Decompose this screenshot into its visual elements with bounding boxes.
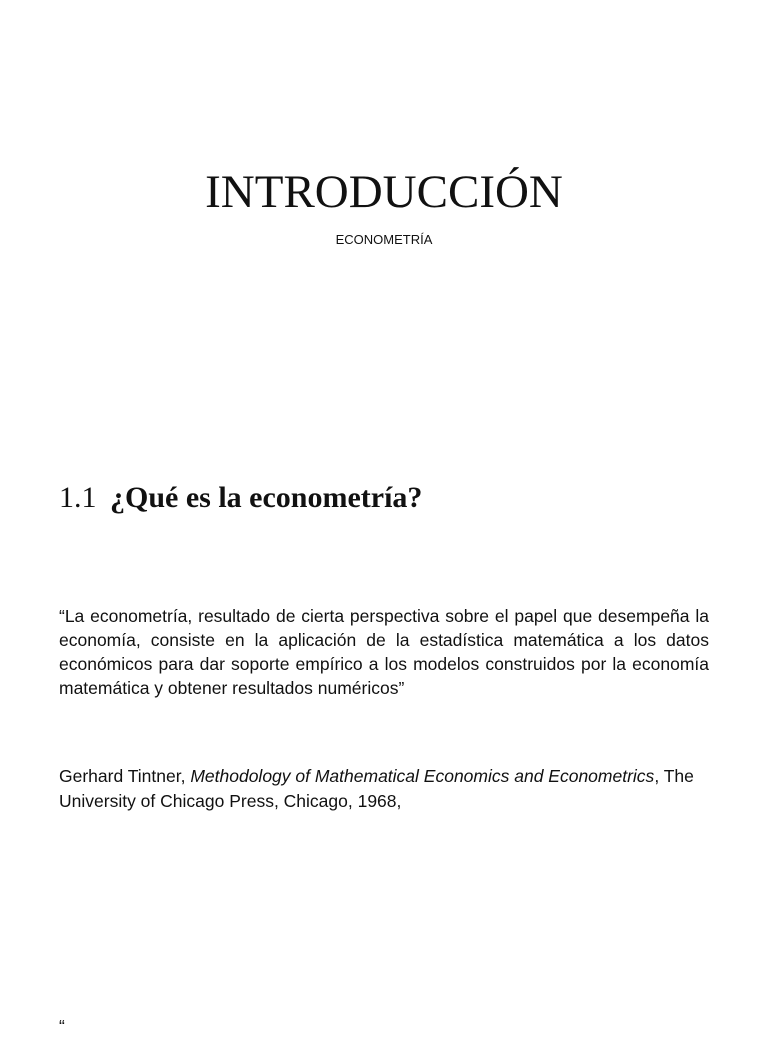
next-quote-fragment: “ <box>59 1016 65 1036</box>
citation-author: Gerhard Tintner, <box>59 765 191 786</box>
quote-paragraph: “La econometría, resultado de cierta perspectiva sobre el papel que desempeña la economía, consiste en la aplicación de la estadística matemática a los datos económicos para dar soporte empírico a los modelos construidos por la economía matemática y obtener resultados numéricos” <box>59 605 709 698</box>
section-heading-text: ¿Qué es la econometría? <box>110 481 423 514</box>
page-title: INTRODUCCIÓN <box>205 166 563 218</box>
section-number: 1.1 <box>59 481 97 514</box>
citation-details: , The University of Chicago Press, Chicago, 1968, <box>59 765 694 811</box>
page-subtitle: ECONOMETRÍA <box>335 232 433 247</box>
section-heading <box>59 476 422 520</box>
citation-work: Methodology of Mathematical Economics and Econometrics <box>190 765 655 786</box>
citation-paragraph <box>59 764 709 814</box>
